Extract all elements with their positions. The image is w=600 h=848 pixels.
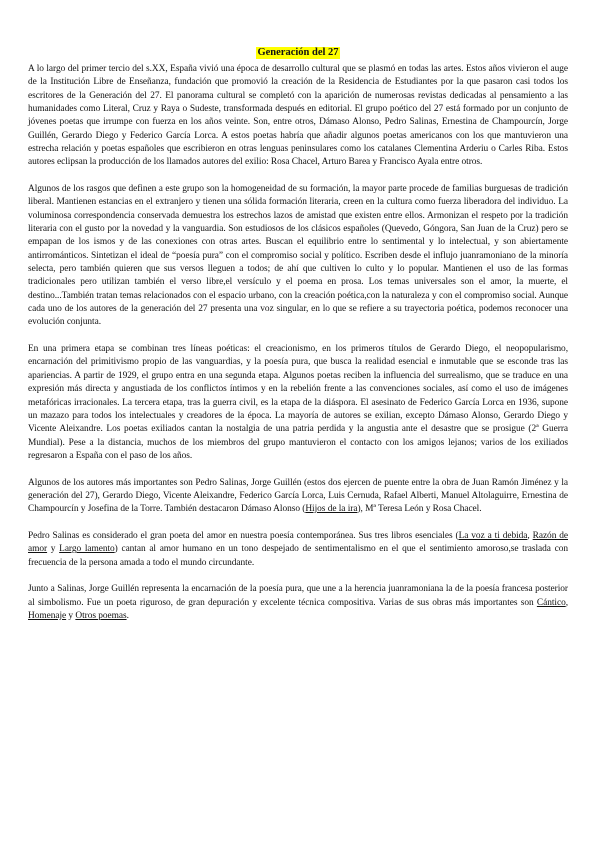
link-cantico: Cántico — [536, 597, 566, 608]
text-span: , — [527, 530, 533, 541]
paragraph-rasgos: Algunos de los rasgos que definen a este grupo son la homogeneidad de su formación, la mayor parte procede de familias burguesas de tradición liberal. Mantienen estancias en el extranjero y tienen una sólida formación literaria, creen en la cultura como fuerza liberadora del individuo. La voluminosa correspondencia conservada demuestra los estrechos lazos de amistad que existen entre ellos. Armonizan el respeto por la tradición literaria con el gusto por la novedad y la vanguardia. Son estudiosos de los clásicos españoles (Quevedo, Góngora, San Juan de la Cruz) pero se empapan de los ismos y de las conexiones con otras artes. Buscan el equilibrio entre lo sentimental y lo intelectual, y son abiertamente antirrománticos. Sintetizan el ideal de “poesía pura” con el compromiso social y político. Escriben desde el influjo juanramoniano de la minoría selecta, pero también quieren que sus versos lleguen a todos; de ahí que cultiven lo culto y lo popular. Mantienen el uso de las formas tradicionales pero utilizan también el verso libre,el versículo y el poema en prosa. Los temas universales son el amor, la muerte, el destino...También tratan temas relacionados con el espacio urbano, con la creación poética,con la naturaleza y con el compromiso social. Aunque cada uno de los autores de la generación del 27 presenta una voz singular, en lo que se refiere a su trayectoria poética, podemos reconocer una evolución conjunta. — [28, 184, 568, 328]
text-span: y — [47, 544, 60, 555]
text-span: ) cantan al amor humano en un tono despejado de sentimentalismo en el que el sentimiento amoroso,se traslada con frecuencia de la persona amada a todo el mundo circundante. — [28, 544, 568, 568]
link-homenaje: Homenaje — [28, 610, 67, 621]
paragraph-autores — [28, 477, 568, 517]
link-razon-de-amor: Razón de amor — [28, 530, 569, 555]
text-span: Junto a Salinas, Jorge Guillén representa la encarnación de la poesía pura, que une a la herencia juanramoniana la de la poesía francesa posterior al simbolismo. Fue un poeta riguroso, de gran depuración y excelente técnica compositiva. Varias de sus obras más importantes son — [28, 584, 568, 608]
text-span: Pedro Salinas es considerado el gran poeta del amor en nuestra poesía contemporánea. Sus tres libros esenciales ( — [28, 530, 459, 541]
text-span: ), Mª Teresa León y Rosa Chacel. — [357, 504, 482, 515]
paragraph-etapas: En una primera etapa se combinan tres líneas poéticas: el creacionismo, en los primeros títulos de Gerardo Diego, el neopopularismo, encarnación del primitivismo propio de las vanguardias, y la poesía pura, que busca la realidad esencial e inmutable que se esconde tras las apariencias. A partir de 1929, el grupo entra en una segunda etapa. Algunos poetas reciben la influencia del surrealismo, que se traduce en una expresión más directa y angustiada de los conflictos íntimos y en la rebelión frente a las convenciones sociales, así como el uso de imágenes metafóricas irracionales. La tercera etapa, tras la guerra civil, es la etapa de la diáspora. El asesinato de Federico García Lorca en 1936, supone un mazazo para todos los intelectuales y creadores de la época. La mayoría de autores se exilian, excepto Dámaso Alonso, Gerardo Diego y Vicente Aleixandre. Los poetas exiliados cantan la nostalgia de una patria perdida y la angustia ante el desastre que se prosigue (2ª Guerra Mundial). Pese a la distancia, muchos de los miembros del grupo mantuvieron el contacto con los amigos lejanos; varios de los exiliados regresaron a España con el paso de los años. — [28, 344, 568, 461]
text-span: , — [565, 597, 568, 608]
link-hijos-de-la-ira: Hijos de la ira — [305, 504, 358, 515]
text-span: . — [126, 610, 129, 621]
link-otros-poemas: Otros poemas — [75, 610, 127, 621]
link-largo-lamento: Largo lamento — [59, 544, 115, 555]
paragraph-salinas — [28, 530, 568, 570]
link-la-voz-a-ti-debida: La voz a ti debida — [458, 530, 528, 541]
text-span: y — [66, 610, 76, 621]
page-title: Generación del 27 — [257, 47, 339, 58]
paragraph-guillen — [28, 583, 568, 623]
title-wrap — [28, 42, 568, 60]
text-span: Algunos de los autores más importantes son Pedro Salinas, Jorge Guillén (estos dos ejercen de puente entre la obra de Juan Ramón Jiménez y la generación del 27), Gerardo Diego, Vicente Aleixandre, Federico García Lorca, Luis Cernuda, Rafael Alberti, Manuel Altolaguirre, Ernestina de Champourcín y Josefina de la Torre. También destacaron Dámaso Alonso ( — [28, 477, 568, 515]
paragraph-intro: A lo largo del primer tercio del s.XX, España vivió una época de desarrollo cultural que se plasmó en todas las artes. Estos años vivieron el auge de la Institución Libre de Enseñanza, fundación que promovió la creación de la Residencia de Estudiantes por la que pasaron casi todos los escritores de la Generación del 27. El panorama cultural se completó con la aparición de numerosas revistas dedicadas al pensamiento a las humanidades como Literal, Cruz y Raya o Sudeste, transformada después en editorial. El grupo poético del 27 está formado por un conjunto de jóvenes poetas que irrumpe con fuerza en los años veinte. Son, entre otros, Dámaso Alonso, Pedro Salinas, Ernestina de Champourcín, Jorge Guillén, Gerardo Diego y Federico García Lorca. A estos poetas habría que añadir algunos poetas americanos con los que mantuvieron una estrecha relación y poetas españoles que escribieron en otras lenguas peninsulares como los catalanes Clementina Arderiu o Carles Riba. Estos autores eclipsan la producción de los llamados autores del exilio: Rosa Chacel, Arturo Barea y Francisco Ayala entre otros. — [28, 64, 568, 168]
